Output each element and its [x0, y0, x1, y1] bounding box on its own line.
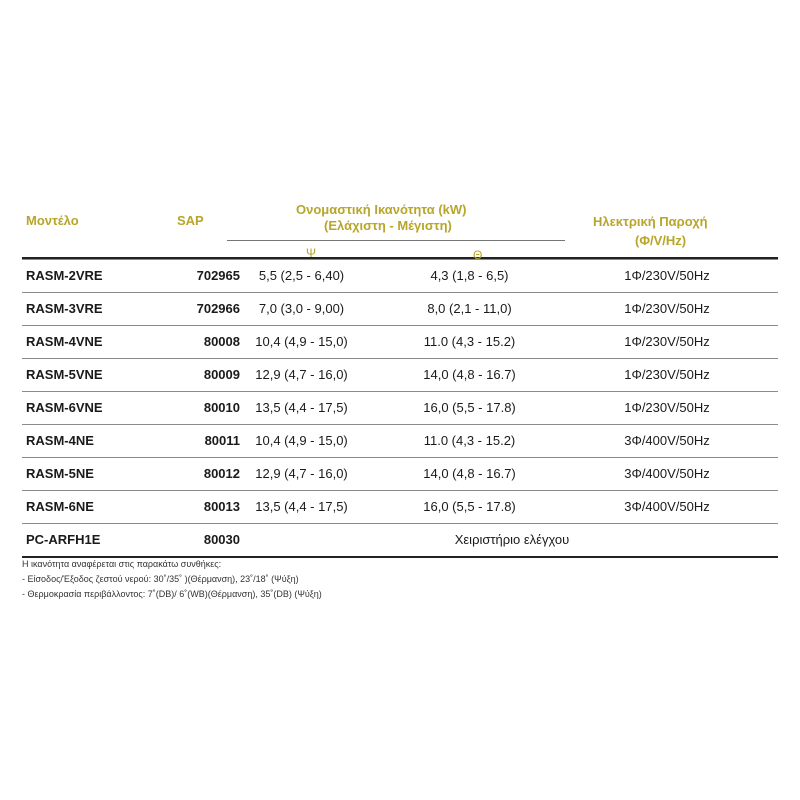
cell-heating: 13,5 (4,4 - 17,5) — [255, 400, 348, 415]
table-header — [22, 197, 778, 262]
cell-cooling: 11.0 (4,3 - 15.2) — [423, 334, 516, 349]
table-row — [22, 490, 778, 523]
cell-description: Χειριστήριο ελέγχου — [454, 532, 570, 547]
cell-power: 3Φ/400V/50Hz — [624, 499, 710, 514]
cell-cooling: 8,0 (2,1 - 11,0) — [427, 301, 512, 316]
cell-heating: 10,4 (4,9 - 15,0) — [255, 433, 348, 448]
cell-heating: 10,4 (4,9 - 15,0) — [255, 334, 348, 349]
table-row — [22, 424, 778, 457]
footnote-ambient: - Θερμοκρασία περιβάλλοντος: 7˚(DB)/ 6˚(WB)(Θέρμανση), 35˚(DB) (Ψύξη) — [22, 589, 322, 599]
cell-cooling: 11.0 (4,3 - 15.2) — [423, 433, 516, 448]
capacity-divider — [227, 240, 565, 241]
header-power-title: Ηλεκτρική Παροχή — [593, 214, 708, 229]
cell-sap: 80010 — [203, 400, 240, 415]
cell-model: PC-ARFH1E — [26, 532, 101, 547]
cell-sap: 80008 — [203, 334, 240, 349]
cell-heating: 12,9 (4,7 - 16,0) — [255, 466, 348, 481]
cell-model: RASM-2VRE — [26, 268, 103, 283]
cell-sap: 702965 — [196, 268, 240, 283]
cell-power: 1Φ/230V/50Hz — [624, 301, 710, 316]
cell-cooling: 14,0 (4,8 - 16.7) — [423, 466, 516, 481]
cell-power: 3Φ/400V/50Hz — [624, 466, 710, 481]
footnote-water: - Είσοδος/Έξοδος ζεστού νερού: 30˚/35˚ )(Θέρμανση), 23˚/18˚ (Ψύξη) — [22, 574, 299, 584]
cell-model: RASM-5NE — [26, 466, 94, 481]
cell-model: RASM-4VNE — [26, 334, 103, 349]
cell-cooling: 14,0 (4,8 - 16.7) — [423, 367, 516, 382]
footnotes — [22, 557, 322, 602]
cell-sap: 80030 — [203, 532, 240, 547]
cell-sap: 80012 — [203, 466, 240, 481]
cell-heating: 7,0 (3,0 - 9,00) — [258, 301, 345, 316]
header-capacity-subtitle: (Ελάχιστη - Μέγιστη) — [324, 218, 452, 233]
footnote-intro: Η ικανότητα αναφέρεται στις παρακάτω συνθήκες: — [22, 559, 222, 569]
table-row — [22, 325, 778, 358]
cell-power: 1Φ/230V/50Hz — [624, 268, 710, 283]
table-body — [22, 259, 778, 523]
cell-model: RASM-5VNE — [26, 367, 103, 382]
table-row-controller — [22, 523, 778, 556]
cell-cooling: 16,0 (5,5 - 17.8) — [423, 400, 516, 415]
table-row — [22, 391, 778, 424]
cell-sap: 80013 — [203, 499, 240, 514]
spec-table — [22, 197, 778, 558]
table-row — [22, 259, 778, 292]
header-heating-symbol: Ψ — [306, 246, 317, 260]
table-row — [22, 358, 778, 391]
cell-power: 1Φ/230V/50Hz — [624, 400, 710, 415]
cell-heating: 13,5 (4,4 - 17,5) — [255, 499, 348, 514]
cell-heating: 5,5 (2,5 - 6,40) — [258, 268, 345, 283]
cell-model: RASM-6NE — [26, 499, 94, 514]
header-cooling-symbol: Θ — [473, 248, 483, 262]
cell-cooling: 4,3 (1,8 - 6,5) — [430, 268, 509, 283]
cell-power: 1Φ/230V/50Hz — [624, 334, 710, 349]
table-row — [22, 457, 778, 490]
cell-sap: 702966 — [196, 301, 240, 316]
cell-cooling: 16,0 (5,5 - 17.8) — [423, 499, 516, 514]
cell-heating: 12,9 (4,7 - 16,0) — [255, 367, 348, 382]
cell-power: 3Φ/400V/50Hz — [624, 433, 710, 448]
cell-sap: 80011 — [204, 433, 240, 448]
header-power-subtitle: (Φ/V/Hz) — [635, 233, 687, 248]
cell-model: RASM-6VNE — [26, 400, 103, 415]
cell-model: RASM-3VRE — [26, 301, 103, 316]
cell-sap: 80009 — [203, 367, 240, 382]
header-sap: SAP — [177, 213, 204, 228]
header-capacity-title: Ονομαστική Ικανότητα (kW) — [296, 202, 467, 217]
header-model: Μοντέλο — [26, 213, 79, 228]
table-row — [22, 292, 778, 325]
cell-model: RASM-4NE — [26, 433, 94, 448]
cell-power: 1Φ/230V/50Hz — [624, 367, 710, 382]
